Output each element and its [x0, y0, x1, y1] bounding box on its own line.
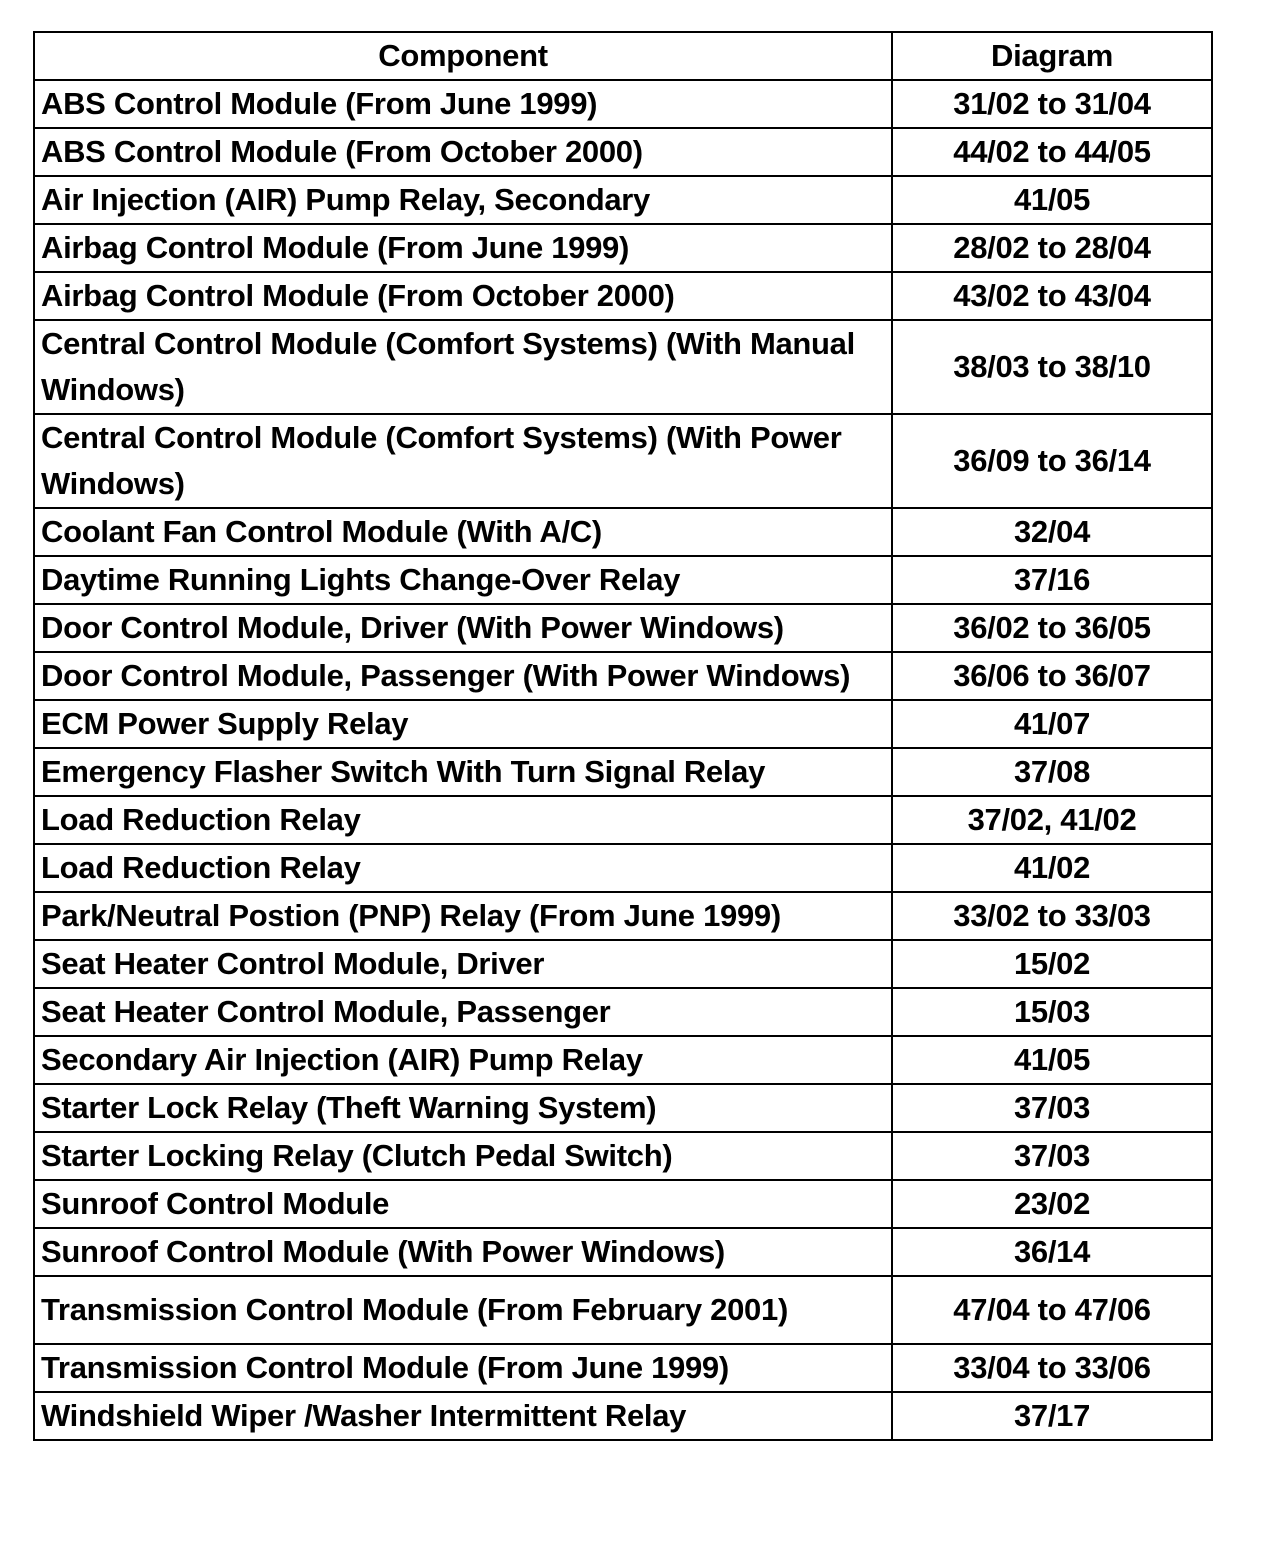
component-cell: Door Control Module, Passenger (With Power Windows) [34, 652, 892, 700]
component-cell: Airbag Control Module (From October 2000) [34, 272, 892, 320]
component-cell: Windshield Wiper /Washer Intermittent Relay [34, 1392, 892, 1440]
table-row [34, 796, 1212, 844]
table-row [34, 556, 1212, 604]
diagram-cell: 33/04 to 33/06 [892, 1344, 1212, 1392]
table-row [34, 176, 1212, 224]
component-diagram-table [33, 31, 1213, 1441]
diagram-cell: 44/02 to 44/05 [892, 128, 1212, 176]
diagram-cell: 38/03 to 38/10 [892, 320, 1212, 414]
diagram-cell: 31/02 to 31/04 [892, 80, 1212, 128]
column-header-diagram: Diagram [892, 32, 1212, 80]
diagram-cell: 28/02 to 28/04 [892, 224, 1212, 272]
table-row [34, 892, 1212, 940]
diagram-cell: 23/02 [892, 1180, 1212, 1228]
component-cell: Starter Lock Relay (Theft Warning System) [34, 1084, 892, 1132]
table-row [34, 1228, 1212, 1276]
diagram-cell: 36/02 to 36/05 [892, 604, 1212, 652]
table-row [34, 940, 1212, 988]
table-row [34, 1344, 1212, 1392]
component-cell: Emergency Flasher Switch With Turn Signal Relay [34, 748, 892, 796]
table-row [34, 414, 1212, 508]
table-row [34, 128, 1212, 176]
component-cell: Transmission Control Module (From February 2001) [34, 1276, 892, 1344]
component-cell: ECM Power Supply Relay [34, 700, 892, 748]
component-cell: Transmission Control Module (From June 1999) [34, 1344, 892, 1392]
table-row [34, 652, 1212, 700]
component-cell: Coolant Fan Control Module (With A/C) [34, 508, 892, 556]
diagram-cell: 37/16 [892, 556, 1212, 604]
diagram-cell: 37/03 [892, 1084, 1212, 1132]
component-cell: Air Injection (AIR) Pump Relay, Secondary [34, 176, 892, 224]
diagram-cell: 41/07 [892, 700, 1212, 748]
diagram-cell: 36/09 to 36/14 [892, 414, 1212, 508]
component-cell: ABS Control Module (From June 1999) [34, 80, 892, 128]
component-cell: Door Control Module, Driver (With Power Windows) [34, 604, 892, 652]
diagram-cell: 37/08 [892, 748, 1212, 796]
component-cell: Secondary Air Injection (AIR) Pump Relay [34, 1036, 892, 1084]
table-row [34, 508, 1212, 556]
component-cell: Daytime Running Lights Change-Over Relay [34, 556, 892, 604]
diagram-cell: 37/03 [892, 1132, 1212, 1180]
component-cell: Central Control Module (Comfort Systems) (With Power Windows) [34, 414, 892, 508]
component-cell: Central Control Module (Comfort Systems) (With Manual Windows) [34, 320, 892, 414]
diagram-cell: 37/02, 41/02 [892, 796, 1212, 844]
diagram-cell: 41/02 [892, 844, 1212, 892]
table-row [34, 604, 1212, 652]
component-cell: Seat Heater Control Module, Passenger [34, 988, 892, 1036]
component-cell: Starter Locking Relay (Clutch Pedal Switch) [34, 1132, 892, 1180]
diagram-cell: 15/02 [892, 940, 1212, 988]
diagram-cell: 43/02 to 43/04 [892, 272, 1212, 320]
component-cell: ABS Control Module (From October 2000) [34, 128, 892, 176]
diagram-cell: 36/14 [892, 1228, 1212, 1276]
diagram-cell: 41/05 [892, 176, 1212, 224]
table-row [34, 272, 1212, 320]
column-header-component: Component [34, 32, 892, 80]
table-row [34, 320, 1212, 414]
table-row [34, 1276, 1212, 1344]
diagram-cell: 15/03 [892, 988, 1212, 1036]
table-body [34, 80, 1212, 1440]
table-row [34, 700, 1212, 748]
table-header-row [34, 32, 1212, 80]
diagram-cell: 33/02 to 33/03 [892, 892, 1212, 940]
component-cell: Airbag Control Module (From June 1999) [34, 224, 892, 272]
table-row [34, 844, 1212, 892]
table-row [34, 1036, 1212, 1084]
table-row [34, 1392, 1212, 1440]
component-cell: Sunroof Control Module (With Power Windows) [34, 1228, 892, 1276]
diagram-cell: 37/17 [892, 1392, 1212, 1440]
diagram-cell: 36/06 to 36/07 [892, 652, 1212, 700]
table-row [34, 1084, 1212, 1132]
component-cell: Load Reduction Relay [34, 844, 892, 892]
diagram-cell: 41/05 [892, 1036, 1212, 1084]
diagram-cell: 47/04 to 47/06 [892, 1276, 1212, 1344]
component-cell: Load Reduction Relay [34, 796, 892, 844]
diagram-cell: 32/04 [892, 508, 1212, 556]
component-cell: Park/Neutral Postion (PNP) Relay (From June 1999) [34, 892, 892, 940]
table-row [34, 1132, 1212, 1180]
table-row [34, 988, 1212, 1036]
table-row [34, 224, 1212, 272]
table-row [34, 80, 1212, 128]
table-row [34, 748, 1212, 796]
component-cell: Seat Heater Control Module, Driver [34, 940, 892, 988]
component-cell: Sunroof Control Module [34, 1180, 892, 1228]
table-row [34, 1180, 1212, 1228]
